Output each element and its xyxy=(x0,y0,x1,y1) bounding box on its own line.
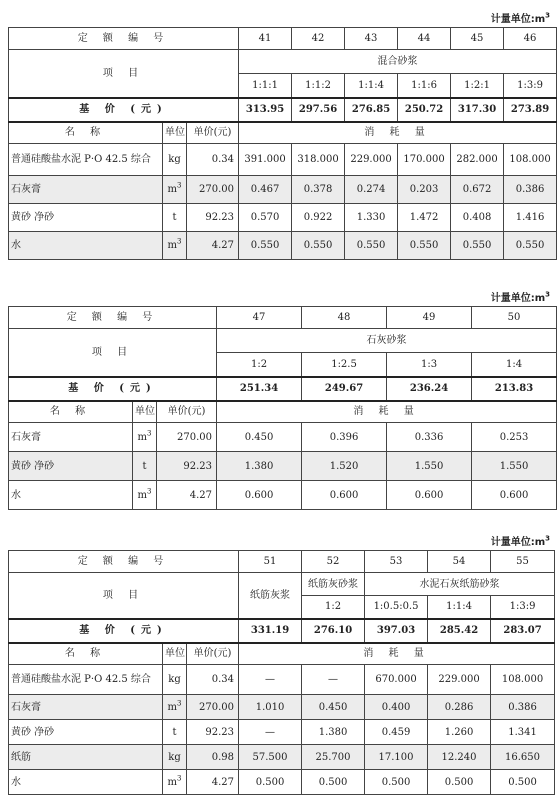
quota-code-header: 定 额 编 号 xyxy=(9,551,239,573)
consumption-value: 1.550 xyxy=(387,452,472,481)
unit-label-2: 计量单位$:m^3$ xyxy=(490,290,550,304)
mix-ratio: 1:1:4 xyxy=(345,74,398,98)
mortar-group: 纸筋灰砂浆 xyxy=(302,573,365,596)
consumption-value: 0.203 xyxy=(398,176,451,204)
quota-code-header: 定 额 编 号 xyxy=(9,307,217,329)
material-unit: $m^3$ xyxy=(163,770,187,795)
material-unit: t xyxy=(163,720,187,745)
material-price: 0.34 xyxy=(187,144,239,176)
material-name: 黄砂 净砂 xyxy=(9,452,133,481)
material-name: 黄砂 净砂 xyxy=(9,720,163,745)
consumption-value: 0.600 xyxy=(302,481,387,510)
material-price: 270.00 xyxy=(187,176,239,204)
consumption-header: 消 耗 量 xyxy=(217,401,557,423)
consumption-value: 0.396 xyxy=(302,423,387,452)
consumption-value: 0.672 xyxy=(451,176,504,204)
consumption-value: 1.520 xyxy=(302,452,387,481)
base-price: 276.10 xyxy=(302,619,365,643)
mix-ratio: 1:3 xyxy=(387,353,472,377)
base-price: 283.07 xyxy=(491,619,555,643)
material-name: 普通硅酸盐水泥 P·O 42.5 综合 xyxy=(9,665,163,695)
base-price: 251.34 xyxy=(217,377,302,401)
consumption-value: 391.000 xyxy=(239,144,292,176)
consumption-value: 0.400 xyxy=(365,695,428,720)
consumption-value: — xyxy=(302,665,365,695)
consumption-value: 108.000 xyxy=(504,144,557,176)
quota-code: 50 xyxy=(472,307,557,329)
base-price-header: 基 价 (元) xyxy=(9,377,217,401)
consumption-value: 12.240 xyxy=(428,745,491,770)
consumption-value: 1.416 xyxy=(504,204,557,232)
consumption-value: 229.000 xyxy=(428,665,491,695)
material-price: 0.34 xyxy=(187,665,239,695)
material-name: 水 xyxy=(9,232,163,260)
material-name: 水 xyxy=(9,481,133,510)
consumption-value: 1.341 xyxy=(491,720,555,745)
consumption-value: 1.380 xyxy=(217,452,302,481)
consumption-value: 0.253 xyxy=(472,423,557,452)
material-name: 石灰膏 xyxy=(9,695,163,720)
consumption-value: 0.408 xyxy=(451,204,504,232)
consumption-value: 0.450 xyxy=(217,423,302,452)
consumption-value: 0.500 xyxy=(491,770,555,795)
base-price-header: 基 价 (元) xyxy=(9,98,239,122)
quota-code-header: 定 额 编 号 xyxy=(9,28,239,50)
material-unit: t xyxy=(133,452,157,481)
consumption-value: 0.550 xyxy=(292,232,345,260)
consumption-value: 0.600 xyxy=(217,481,302,510)
mix-ratio: 1:2:1 xyxy=(451,74,504,98)
consumption-value: 229.000 xyxy=(345,144,398,176)
base-price: 273.89 xyxy=(504,98,557,122)
mix-ratio: 1:1:4 xyxy=(428,596,491,619)
consumption-value: — xyxy=(239,665,302,695)
consumption-value: 1.550 xyxy=(472,452,557,481)
consumption-header: 消 耗 量 xyxy=(239,122,557,144)
consumption-value: 0.500 xyxy=(365,770,428,795)
consumption-value: 0.286 xyxy=(428,695,491,720)
mix-ratio: 1:3:9 xyxy=(491,596,555,619)
quota-code: 49 xyxy=(387,307,472,329)
consumption-value: — xyxy=(239,720,302,745)
unit-label-3: 计量单位$:m^3$ xyxy=(490,534,550,548)
name-header: 名 称 xyxy=(9,643,163,665)
material-unit: $m^3$ xyxy=(133,423,157,452)
mortar-group: 混合砂浆 xyxy=(239,50,557,74)
consumption-value: 0.550 xyxy=(504,232,557,260)
material-name: 石灰膏 xyxy=(9,176,163,204)
unit-header: 单位 xyxy=(133,401,157,423)
consumption-value: 0.550 xyxy=(451,232,504,260)
unit-price-header: 单价(元) xyxy=(157,401,217,423)
material-unit: $m^3$ xyxy=(163,695,187,720)
item-header: 项 目 xyxy=(9,50,239,98)
consumption-value: 0.550 xyxy=(345,232,398,260)
consumption-value: 0.386 xyxy=(504,176,557,204)
base-price: 250.72 xyxy=(398,98,451,122)
material-price: 270.00 xyxy=(157,423,217,452)
consumption-value: 17.100 xyxy=(365,745,428,770)
consumption-value: 282.000 xyxy=(451,144,504,176)
material-price: 270.00 xyxy=(187,695,239,720)
material-unit: $m^3$ xyxy=(163,232,187,260)
consumption-value: 16.650 xyxy=(491,745,555,770)
consumption-value: 1.260 xyxy=(428,720,491,745)
consumption-value: 0.336 xyxy=(387,423,472,452)
quota-code: 53 xyxy=(365,551,428,573)
consumption-value: 0.922 xyxy=(292,204,345,232)
quota-code: 48 xyxy=(302,307,387,329)
material-price: 4.27 xyxy=(157,481,217,510)
quota-code: 47 xyxy=(217,307,302,329)
base-price: 317.30 xyxy=(451,98,504,122)
quota-code: 45 xyxy=(451,28,504,50)
mix-ratio: 1:3:9 xyxy=(504,74,557,98)
consumption-value: 0.459 xyxy=(365,720,428,745)
consumption-value: 1.010 xyxy=(239,695,302,720)
base-price: 249.67 xyxy=(302,377,387,401)
quota-table-lime-mortar xyxy=(8,306,557,510)
base-price: 285.42 xyxy=(428,619,491,643)
material-unit: t xyxy=(163,204,187,232)
consumption-value: 1.330 xyxy=(345,204,398,232)
mix-ratio: 1:0.5:0.5 xyxy=(365,596,428,619)
mix-ratio: 1:4 xyxy=(472,353,557,377)
mix-ratio: 1:1:2 xyxy=(292,74,345,98)
material-name: 普通硅酸盐水泥 P·O 42.5 综合 xyxy=(9,144,163,176)
base-price: 397.03 xyxy=(365,619,428,643)
material-price: 4.27 xyxy=(187,232,239,260)
base-price: 313.95 xyxy=(239,98,292,122)
consumption-value: 0.386 xyxy=(491,695,555,720)
base-price: 213.83 xyxy=(472,377,557,401)
mortar-group: 纸筋灰浆 xyxy=(239,573,302,619)
quota-code: 55 xyxy=(491,551,555,573)
consumption-header: 消 耗 量 xyxy=(239,643,555,665)
material-name: 纸筋 xyxy=(9,745,163,770)
base-price: 236.24 xyxy=(387,377,472,401)
quota-code: 43 xyxy=(345,28,398,50)
material-name: 石灰膏 xyxy=(9,423,133,452)
unit-header: 单位 xyxy=(163,122,187,144)
mix-ratio: 1:1:1 xyxy=(239,74,292,98)
material-name: 水 xyxy=(9,770,163,795)
unit-price-header: 单价(元) xyxy=(187,122,239,144)
consumption-value: 0.378 xyxy=(292,176,345,204)
material-name: 黄砂 净砂 xyxy=(9,204,163,232)
material-unit: kg xyxy=(163,144,187,176)
consumption-value: 0.500 xyxy=(239,770,302,795)
quota-code: 44 xyxy=(398,28,451,50)
quota-code: 46 xyxy=(504,28,557,50)
name-header: 名 称 xyxy=(9,401,133,423)
consumption-value: 0.600 xyxy=(472,481,557,510)
consumption-value: 25.700 xyxy=(302,745,365,770)
consumption-value: 0.550 xyxy=(398,232,451,260)
consumption-value: 670.000 xyxy=(365,665,428,695)
consumption-value: 0.467 xyxy=(239,176,292,204)
consumption-value: 1.380 xyxy=(302,720,365,745)
material-price: 92.23 xyxy=(157,452,217,481)
quota-code: 54 xyxy=(428,551,491,573)
material-unit: $m^3$ xyxy=(133,481,157,510)
material-price: 92.23 xyxy=(187,204,239,232)
name-header: 名 称 xyxy=(9,122,163,144)
base-price: 331.19 xyxy=(239,619,302,643)
material-price: 0.98 xyxy=(187,745,239,770)
base-price-header: 基 价 (元) xyxy=(9,619,239,643)
consumption-value: 1.472 xyxy=(398,204,451,232)
quota-table-mixed-mortar xyxy=(8,27,557,260)
quota-table-paper-fiber-mortar xyxy=(8,550,555,795)
material-unit: kg xyxy=(163,665,187,695)
quota-code: 51 xyxy=(239,551,302,573)
consumption-value: 170.000 xyxy=(398,144,451,176)
consumption-value: 0.600 xyxy=(387,481,472,510)
unit-price-header: 单价(元) xyxy=(187,643,239,665)
material-unit: kg xyxy=(163,745,187,770)
material-unit: $m^3$ xyxy=(163,176,187,204)
material-price: 92.23 xyxy=(187,720,239,745)
consumption-value: 0.550 xyxy=(239,232,292,260)
quota-code: 42 xyxy=(292,28,345,50)
consumption-value: 0.274 xyxy=(345,176,398,204)
consumption-value: 0.450 xyxy=(302,695,365,720)
item-header: 项 目 xyxy=(9,573,239,619)
mix-ratio: 1:2 xyxy=(217,353,302,377)
material-price: 4.27 xyxy=(187,770,239,795)
item-header: 项 目 xyxy=(9,329,217,377)
unit-header: 单位 xyxy=(163,643,187,665)
base-price: 297.56 xyxy=(292,98,345,122)
consumption-value: 0.500 xyxy=(428,770,491,795)
consumption-value: 108.000 xyxy=(491,665,555,695)
quota-code: 52 xyxy=(302,551,365,573)
mortar-group: 石灰砂浆 xyxy=(217,329,557,353)
consumption-value: 0.570 xyxy=(239,204,292,232)
mix-ratio: 1:1:6 xyxy=(398,74,451,98)
base-price: 276.85 xyxy=(345,98,398,122)
quota-code: 41 xyxy=(239,28,292,50)
consumption-value: 0.500 xyxy=(302,770,365,795)
unit-label-1: 计量单位$:m^3$ xyxy=(490,11,550,25)
mortar-group: 水泥石灰纸筋砂浆 xyxy=(365,573,555,596)
mix-ratio: 1:2 xyxy=(302,596,365,619)
consumption-value: 318.000 xyxy=(292,144,345,176)
mix-ratio: 1:2.5 xyxy=(302,353,387,377)
consumption-value: 57.500 xyxy=(239,745,302,770)
